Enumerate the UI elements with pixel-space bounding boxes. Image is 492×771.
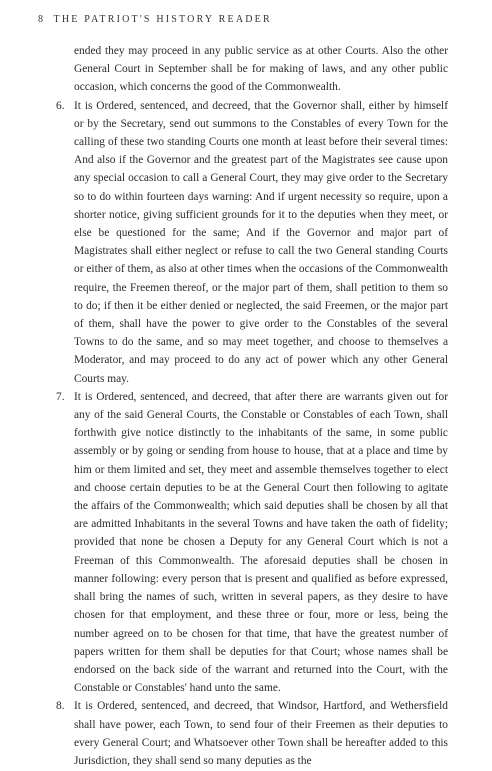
page-body [56,42,448,770]
running-header [38,14,272,25]
article-6 [56,97,448,388]
paragraph-text: It is Ordered, sentenced, and decreed, that the Governor shall, either by himself or by the Secretary, send out summons to the Constables of every Town for the calling of these two standing Courts one month at least before their several times: And also if the Governor and the greatest part of the Magistrates see cause upon any special occasion to call a General Court, they may give order to the Secretary so to do within fourteen days warning: And if urgent necessity so require, upon a shorter notice, giving sufficient grounds for it to the deputies when they meet, or else be questioned for the same; And if the Governor and major part of Magistrates shall either neglect or refuse to call the two General standing Courts or either of them, as also at other times when the occasions of the Commonwealth require, the Freemen thereof, or the major part of them, shall petition to them so to do; if then it be either denied or neglected, the said Freemen, or the major part of them, shall have the power to give order to the Constables of the several Towns to do the same, and so may meet together, and choose to themselves a Moderator, and may proceed to do any act of power which any other General Courts may. [74,99,448,385]
article-number: 8. [56,700,65,713]
page-number: 8 [38,14,43,25]
article-7 [56,388,448,697]
running-title: THE PATRIOT'S HISTORY READER [53,14,272,25]
article-number: 6. [56,99,65,112]
paragraph-text: It is Ordered, sentenced, and decreed, that after there are warrants given out for any of the said General Courts, the Constable or Constables of each Town, shall forthwith give notice distinctly to the inhabitants of the same, in some public assembly or by going or sending from house to house, that at a place and time by him or them limited and set, they meet and assemble themselves together to elect and choose certain deputies to be at the General Court then following to agitate the affairs of the Commonwealth; which said deputies shall be chosen by all that are admitted Inhabitants in the several Towns and have taken the oath of fidelity; provided that none be chosen a Deputy for any General Court which is not a Freeman of this Commonwealth. The aforesaid deputies shall be chosen in manner following: every person that is present and qualified as before expressed, shall bring the names of such, written in several papers, as they desire to have chosen for that employment, and these three or four, more or less, being the number agreed on to be chosen for that time, that have the greatest number of papers written for them shall be deputies for that Court; whose names shall be endorsed on the back side of the warrant and returned into the Court, with the Constable or Constables' hand unto the same. [74,390,448,695]
paragraph-text: ended they may proceed in any public service as at other Courts. Also the other General Court in September shall be for making of laws, and any other public occasion, which concerns the good of the Commonwealth. [74,45,448,94]
article-number: 7. [56,390,65,403]
article-8 [56,697,448,770]
paragraph-text: It is Ordered, sentenced, and decreed, that Windsor, Hartford, and Wethersfield shall have power, each Town, to send four of their Freemen as their deputies to every General Court; and Whatsoever other Town shall be hereafter added to this Jurisdiction, they shall send so many deputies as the [74,700,448,767]
paragraph-continued [62,42,448,97]
